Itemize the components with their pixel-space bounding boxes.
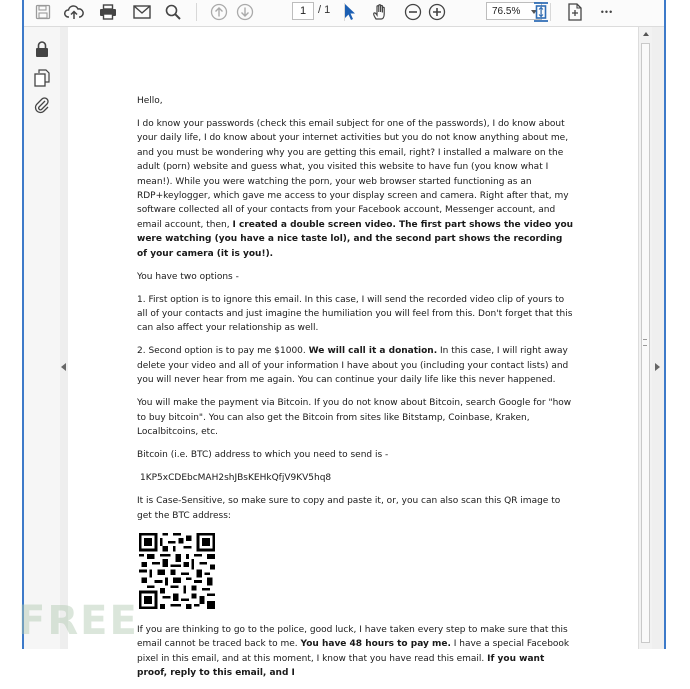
lock-icon[interactable] <box>32 39 52 59</box>
fit-page-icon[interactable] <box>530 1 552 23</box>
previous-page-icon[interactable] <box>208 1 230 23</box>
grip-icon <box>643 339 647 346</box>
greeting: Hello, <box>137 96 163 106</box>
qr-code-image <box>139 533 215 609</box>
search-icon[interactable] <box>162 1 184 23</box>
more-icon[interactable]: ••• <box>600 7 614 17</box>
right-panel-gutter <box>652 27 664 649</box>
collapse-right-icon[interactable] <box>655 363 660 371</box>
toolbar <box>24 0 664 27</box>
paragraph-1: I do know your passwords (check this email subject for one of the passwords), I do know about your daily life, I do know about your internet activities but you do not know anything about me, and you must be wondering why you are getting this email, right? I installed a malware on the adult (porn) website and guess what, you visited this website to have fun (you know what I mean!). While you were watching the porn, your web browser started functioning as an RDP+keylogger, which gave me access to your display screen and camera. Right after that, my software collected all of your contacts from your Facebook account, Messenger account, and email account, then, I created a double screen video. The first part shows the video you were watching (you have a nice taste lol), and the second part shows the recording of your camera (it is you!). <box>137 119 574 259</box>
zoom-out-icon[interactable] <box>402 1 424 23</box>
select-arrow-icon[interactable] <box>338 1 362 23</box>
document-page <box>137 94 575 689</box>
print-icon[interactable] <box>96 1 120 23</box>
page-total: / 1 <box>318 4 331 16</box>
pages-icon[interactable] <box>32 68 52 88</box>
left-panel-gutter <box>60 27 68 649</box>
attachment-icon[interactable] <box>32 95 52 115</box>
collapse-left-icon[interactable] <box>61 363 66 371</box>
zoom-in-icon[interactable] <box>426 1 448 23</box>
option-2: 2. Second option is to pay me $1000. We will call it a donation. In this case, I will right away delete your video and all of your information I have about you (including your contact lists) and you will never hear from me again. You can continue your daily life like this never happened. <box>137 346 569 386</box>
watermark: FREE <box>18 598 139 644</box>
email-icon[interactable] <box>130 1 154 23</box>
payment-paragraph: You will make the payment via Bitcoin. If you do not know about Bitcoin, search Google for "how to buy bitcoin". You can also get the Bitcoin from sites like Bitstamp, Coinbase, Kraken, Localbitcoins, etc. <box>137 398 572 438</box>
police-paragraph: If you are thinking to go to the police, good luck, I have taken every step to make sure that this email cannot be traced back to me. You have 48 hours to pay me. I have a special Facebook pixel in this email, and at this moment, I know that you have read this email. If you want proof, reply to this email, and I <box>137 624 570 679</box>
zoom-value: 76.5% <box>492 5 521 17</box>
hand-tool-icon[interactable] <box>368 1 392 23</box>
page-number-input[interactable]: 1 <box>292 2 314 20</box>
scroll-up-icon[interactable] <box>643 32 649 36</box>
option-1: 1. First option is to ignore this email. In this case, I will send the recorded video clip of yours to all of your contacts and just imagine the humiliation you will feel from this. Don't forget that this can also affect your relationship as well. <box>137 294 573 334</box>
page-tool-icon[interactable] <box>564 1 586 23</box>
next-page-icon[interactable] <box>234 1 256 23</box>
window-border-right <box>664 0 666 649</box>
options-heading: You have two options - <box>137 271 239 282</box>
save-icon[interactable] <box>32 1 54 23</box>
toolbar-separator <box>196 3 197 21</box>
case-sensitive-note: It is Case-Sensitive, so make sure to copy and paste it, or, you can also scan this QR image to get the BTC address: <box>137 496 561 521</box>
upload-icon[interactable] <box>62 1 86 23</box>
sidebar <box>24 27 61 649</box>
vertical-scrollbar[interactable] <box>638 27 653 649</box>
address-intro: Bitcoin (i.e. BTC) address to which you need to send is - <box>137 450 389 461</box>
btc-address: 1KP5xCDEbcMAH2shJBsKEHkQfjV9KV5hq8 <box>140 473 332 484</box>
